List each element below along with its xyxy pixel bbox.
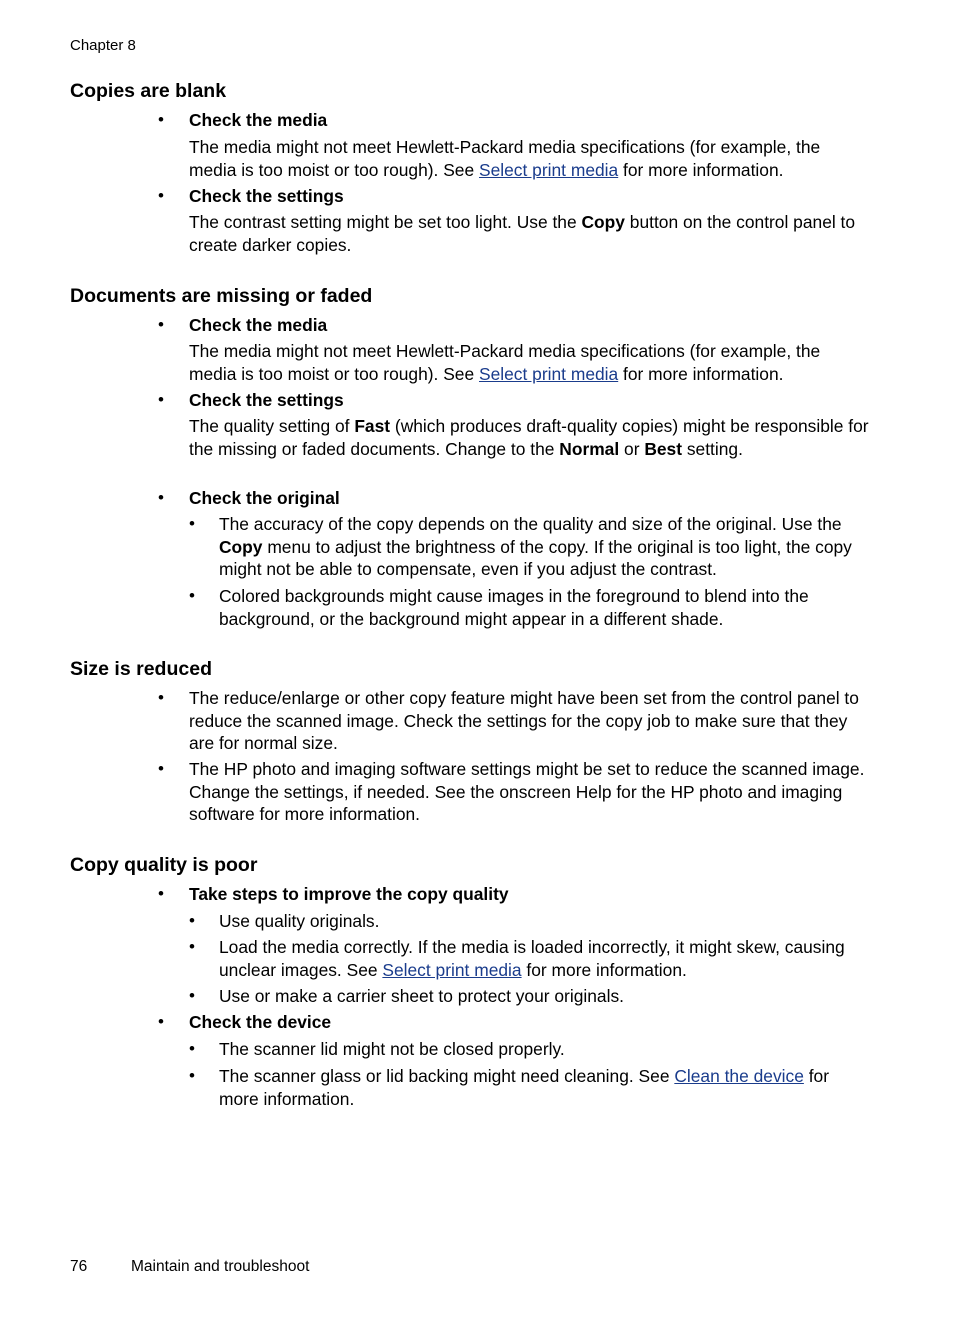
sub-bullet: • [189, 911, 195, 930]
paragraph-settings: The contrast setting might be set too light. Use the Copy button on the control panel to create darker copies. [189, 212, 856, 255]
section-heading-documents-missing: Documents are missing or faded [70, 285, 373, 307]
subheading-check-media: Check the media [189, 315, 328, 335]
paragraph-media: The media might not meet Hewlett-Packard media specifications (for example, the media is too moist or too rough). See Select print media for more information. [189, 137, 821, 180]
bullet: • [158, 390, 164, 409]
sub-bullet: • [189, 937, 195, 956]
subheading-improve-quality: Take steps to improve the copy quality [189, 884, 509, 904]
chapter-label: Chapter 8 [70, 37, 136, 54]
paragraph-carrier-sheet: Use or make a carrier sheet to protect your originals. [219, 986, 624, 1006]
section-heading-copy-quality-poor: Copy quality is poor [70, 854, 258, 876]
select-print-media-link[interactable]: Select print media [479, 159, 619, 180]
sub-bullet: • [189, 1039, 195, 1058]
sub-bullet: • [189, 586, 195, 605]
paragraph-reduce-enlarge: The reduce/enlarge or other copy feature might have been set from the control panel to reduce the scanned image. Check the settings for the copy job to make sure that they are for normal size. [189, 688, 859, 753]
bullet: • [158, 110, 164, 129]
section-heading-size-reduced: Size is reduced [70, 658, 212, 680]
paragraph-original-accuracy: The accuracy of the copy depends on the quality and size of the original. Use the Copy menu to adjust the brightness of the copy. If the original is too light, the copy might not be able to compensate, even if you adjust the contrast. [219, 514, 852, 579]
bullet: • [158, 315, 164, 334]
sub-bullet: • [189, 1066, 195, 1085]
paragraph-media: The media might not meet Hewlett-Packard media specifications (for example, the media is too moist or too rough). See Select print media for more information. [189, 341, 821, 384]
footer-section-title: Maintain and troubleshoot [131, 1258, 310, 1275]
select-print-media-link[interactable]: Select print media [479, 363, 619, 384]
bullet: • [158, 688, 164, 707]
subheading-check-settings: Check the settings [189, 390, 344, 410]
paragraph-quality-originals: Use quality originals. [219, 911, 380, 931]
bullet: • [158, 1012, 164, 1031]
bullet: • [158, 186, 164, 205]
sub-bullet: • [189, 986, 195, 1005]
subheading-check-media: Check the media [189, 110, 328, 130]
paragraph-settings: The quality setting of Fast (which produces draft-quality copies) might be responsible for the missing or faded documents. Change to the Normal or Best setting. [189, 416, 869, 459]
subheading-check-settings: Check the settings [189, 186, 344, 206]
paragraph-scanner-glass: The scanner glass or lid backing might need cleaning. See Clean the device for more information. [219, 1066, 830, 1109]
bullet: • [158, 759, 164, 778]
section-heading-copies-blank: Copies are blank [70, 80, 227, 102]
paragraph-original-backgrounds: Colored backgrounds might cause images in the foreground to blend into the background, or the background might appear in a different shade. [219, 586, 809, 629]
paragraph-scanner-lid: The scanner lid might not be closed properly. [219, 1039, 565, 1059]
sub-bullet: • [189, 514, 195, 533]
bullet: • [158, 884, 164, 903]
select-print-media-link[interactable]: Select print media [382, 959, 522, 980]
subheading-check-original: Check the original [189, 488, 340, 508]
subheading-check-device: Check the device [189, 1012, 332, 1032]
bullet: • [158, 488, 164, 507]
page-number: 76 [70, 1258, 88, 1275]
clean-the-device-link[interactable]: Clean the device [674, 1066, 804, 1086]
paragraph-load-media: Load the media correctly. If the media is loaded incorrectly, it might skew, causing unclear images. See Select print media for more information. [219, 937, 845, 980]
paragraph-hp-software: The HP photo and imaging software settings might be set to reduce the scanned image. Change the settings, if needed. See the onscreen Help for the HP photo and imaging software for more information. [189, 759, 865, 824]
